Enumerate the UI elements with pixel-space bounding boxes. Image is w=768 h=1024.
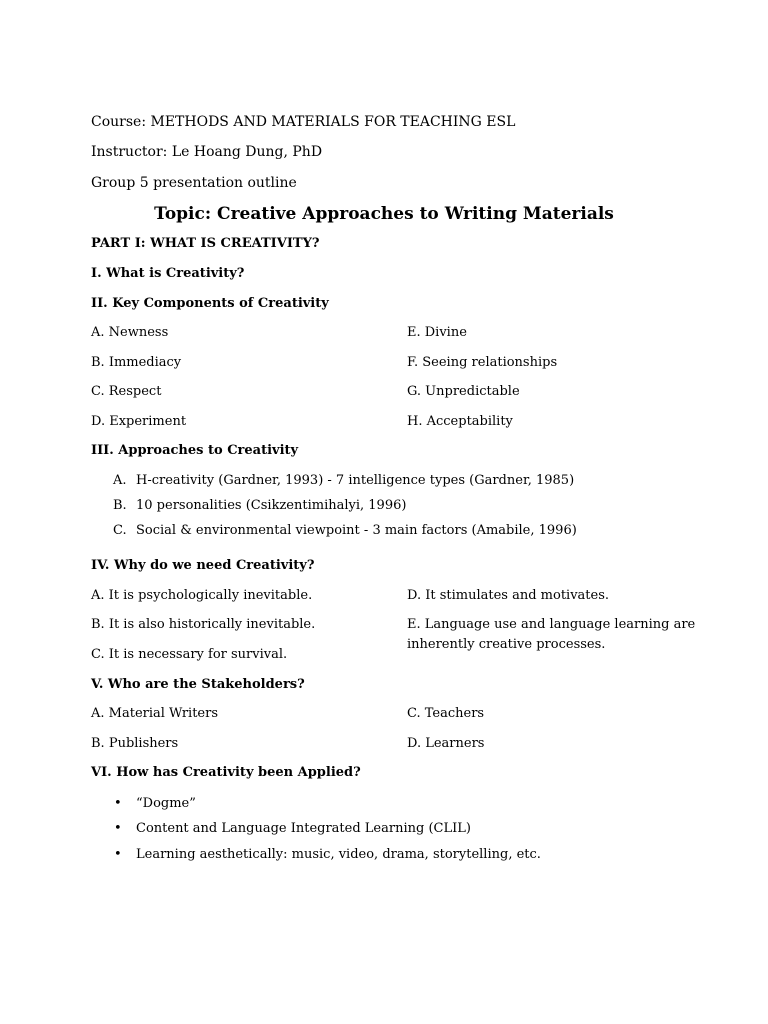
list-item: Social & environmental viewpoint - 3 main factors (Amabile, 1996) xyxy=(136,523,577,538)
list-item: A. Newness xyxy=(91,325,169,340)
list-marker: B. xyxy=(113,498,127,513)
list-item: A. Material Writers xyxy=(91,706,218,721)
list-item: 10 personalities (Csikzentimihalyi, 1996) xyxy=(136,498,407,513)
instructor-line: Instructor: Le Hoang Dung, PhD xyxy=(91,144,323,160)
list-item: B. Immediacy xyxy=(91,355,182,370)
section-3-heading: III. Approaches to Creativity xyxy=(91,443,299,458)
document-title: Topic: Creative Approaches to Writing Materials xyxy=(154,204,614,224)
bullet-icon: • xyxy=(114,821,122,836)
list-marker: A. xyxy=(113,473,127,488)
section-1-heading: I. What is Creativity? xyxy=(91,266,245,281)
list-item: E. Language use and language learning are xyxy=(407,617,696,632)
list-item: B. Publishers xyxy=(91,736,179,751)
section-5-heading: V. Who are the Stakeholders? xyxy=(91,677,305,692)
list-item: C. Teachers xyxy=(407,706,485,721)
list-item: F. Seeing relationships xyxy=(407,355,558,370)
list-item: B. It is also historically inevitable. xyxy=(91,617,316,632)
list-item: H-creativity (Gardner, 1993) - 7 intelligence types (Gardner, 1985) xyxy=(136,473,575,488)
list-item: E. Divine xyxy=(407,325,467,340)
section-6-heading: VI. How has Creativity been Applied? xyxy=(91,765,361,780)
course-line: Course: METHODS AND MATERIALS FOR TEACHING ESL xyxy=(91,114,516,130)
list-item: “Dogme” xyxy=(136,796,196,811)
list-item: D. Experiment xyxy=(91,414,187,429)
section-2-heading: II. Key Components of Creativity xyxy=(91,296,329,311)
list-item: Content and Language Integrated Learning (CLIL) xyxy=(136,821,471,836)
list-item: Learning aesthetically: music, video, drama, storytelling, etc. xyxy=(136,847,541,862)
group-line: Group 5 presentation outline xyxy=(91,175,297,191)
list-item: G. Unpredictable xyxy=(407,384,520,399)
list-item: D. It stimulates and motivates. xyxy=(407,588,610,603)
bullet-icon: • xyxy=(114,796,122,811)
part-heading: PART I: WHAT IS CREATIVITY? xyxy=(91,236,320,251)
list-item: C. Respect xyxy=(91,384,162,399)
list-marker: C. xyxy=(113,523,127,538)
bullet-icon: • xyxy=(114,847,122,862)
list-item: A. It is psychologically inevitable. xyxy=(91,588,313,603)
list-item: D. Learners xyxy=(407,736,485,751)
section-4-heading: IV. Why do we need Creativity? xyxy=(91,558,315,573)
list-item: H. Acceptability xyxy=(407,414,513,429)
list-item: C. It is necessary for survival. xyxy=(91,647,288,662)
list-item-continuation: inherently creative processes. xyxy=(407,637,606,652)
